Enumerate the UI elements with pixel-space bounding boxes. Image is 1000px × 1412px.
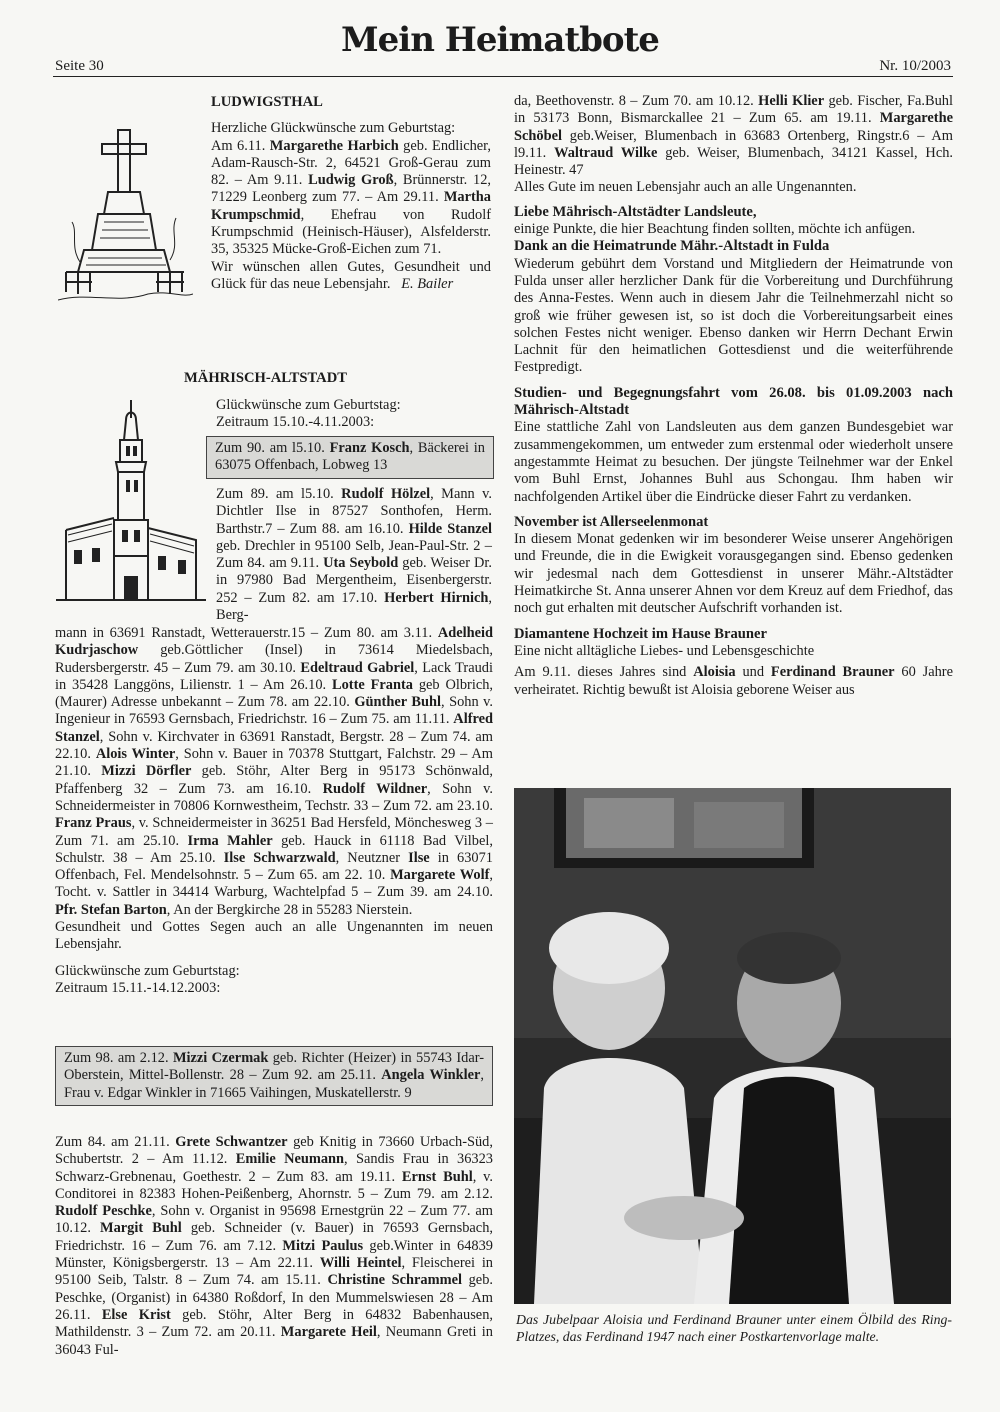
maehrisch-list-final: Zum 84. am 21.11. Grete Schwantzer geb Knitig in 73660 Urbach-Süd, Schubertstr. 2 – Am 11.12. Emilie Neumann, Sandis Frau in 36323 Schwarz-Grebnenau, Goethestr. 2 – Zum 83. am 19.11. Ernst Buhl, v. Conditorei in 82383 Hohen-Peißenberg, Ahornstr. 5 – Zum 79. am 2.12. Rudolf Peschke, Sohn v. Organist in 95698 Ernestgrün 22 – Zum 77. am 10.12. Margit Buhl geb. Schneider (v. Bauer) in 76593 Gernsbach, Friedrichstr. 16 – Zum 76. am 7.12. Mitzi Paulus geb.Winter in 64839 Münster, Königsbergerstr. 13 – Am 22.11. Willi Heintel, Fleischerei in 95100 Seib, Talstr. 8 – Zum 74. am 15.11. Christine Schrammel geb. Peschke, (Organist) in 64380 Roßdorf, In den Mummelswiesen 28 – Am 26.11. Else Krist geb. Stöhr, Alter Berg in 64832 Babenhausen, Mathildenstr. 3 – Zum 72. am 20.11. Margarete Heil, Neumann Greti in 36043 Ful- — [55, 1134, 494, 1358]
hochzeit-heading: Diamantene Hochzeit im Hause Brauner — [514, 625, 767, 642]
maehrisch-period-2: Zeitraum 15.11.-14.12.2003: — [55, 979, 221, 996]
maehrisch-title: MÄHRISCH-ALTSTADT — [184, 370, 347, 386]
fahrt-heading: Studien- und Begegnungsfahrt vom 26.08. bis 01.09.2003 nach Mährisch-Altstadt — [514, 384, 953, 419]
couple-photo — [514, 788, 951, 1304]
ludwigsthal-intro: Herzliche Glückwünsche zum Geburtstag: — [211, 120, 456, 137]
right-birthday-list: da, Beethovenstr. 8 – Zum 70. am 10.12. Helli Klier geb. Fischer, Fa.Buhl in 53173 Bonn, Bismarckallee 21 – Zum 65. am 19.11. Margarethe Schöbel geb.Weiser, Blumenbach in 63683 Ortenberg, Ringstr.6 – Am l9.11. Waltraud Wilke geb. Weiser, Blumenbach, 34121 Kassel, Hch. Heinestr. 47 — [514, 93, 954, 179]
maehrisch-list-narrow: Zum 89. am l5.10. Rudolf Hölzel, Mann v. Dichtler Ilse in 87527 Sonthofen, Herm. Barthstr.7 – Zum 88. am 16.10. Hilde Stanzel geb. Drechler in 95100 Selb, Jean-Paul-Str. 2 – Zum 84. am 9.11. Uta Seybold geb. Weiser Dr. in 97980 Bad Mergentheim, Eisenbergerstr. 252 – Zum 82. am 17.10. Herbert Hirnich, Berg- — [216, 486, 493, 624]
maehrisch-period-1: Zeitraum 15.10.-4.11.2003: — [216, 414, 375, 431]
hochzeit-body: Am 9.11. dieses Jahres sind Aloisia und Ferdinand Brauner 60 Jahre verheiratet. Richtig bewußt ist Aloisia geborene Weiser aus — [514, 664, 953, 698]
dank-heading: Dank an die Heimatrunde Mähr.-Altstadt in Fulda — [514, 238, 830, 255]
page-number: Seite 30 — [55, 58, 104, 74]
maehrisch-header — [184, 370, 494, 387]
november-heading: November ist Allerseelenmonat — [514, 513, 709, 530]
landsleute-heading: Liebe Mährisch-Altstädter Landsleute, — [514, 203, 757, 220]
hochzeit-subheading: Eine nicht alltägliche Liebes- und Lebensgeschichte — [514, 642, 815, 659]
issue-number: Nr. 10/2003 — [879, 58, 951, 74]
ludwigsthal-list: Am 6.11. Margarethe Harbich geb. Endlicher, Adam-Rausch-Str. 2, 64521 Groß-Gerau zum 82. – Am 9.11. Ludwig Groß, Brünnerstr. 12, 71229 Leonberg zum 77. – Am 29.11. Martha Krumpschmid, Ehefrau von Rudolf Krumpschmid (Heinisch-Häuser), Alsfelderstr. 35, 35325 Mücke-Groß-Eichen zum 71. — [211, 137, 491, 258]
maehrisch-intro-block — [216, 397, 494, 432]
dank-body: Wiederum gebührt dem Vorstand und Mitgliedern der Heimatrunde von Fulda unser aller herzlicher Dank für die Vorbereitung und Durchführung des Anna-Festes. Wenn auch in diesem Jahr die Teilnehmerzahl nicht so groß wie früher gewesen ist, so ist doch die Vorbereitungsarbeit eines solchen Festes nicht weniger. Ebenso danken wir Herrn Dechant Erwin Lachnit für den heimatlichen Gottesdienst und die weiterführende Festpredigt. — [514, 255, 953, 376]
church-illustration — [56, 400, 206, 610]
landsleute-body: einige Punkte, die hier Beachtung finden sollten, möchte ich anfügen. — [514, 221, 916, 238]
right-column — [514, 93, 953, 699]
ludwigsthal-wishes: Wir wünschen allen Gutes, Gesundheit und Glück für das neue Lebensjahr. E. Bailer — [211, 258, 491, 292]
header-rule — [53, 76, 953, 77]
november-body: In diesem Monat gedenken wir im besonderer Weise unserer Angehörigen und Freunde, die in die Ewigkeit vorausgegangen sind. Ebenso gedenken wir jedesmal nach dem Gottesdienst in unserer Mähr.-Altstädter Heimatkirche St. Anna unserer Ahnen vor dem Kreuz auf dem Friedhof, das noch gut erhalten mit deutscher Aufschrift vorhanden ist. — [514, 531, 953, 617]
photo-caption: Das Jubelpaar Aloisia und Ferdinand Brauner unter einem Ölbild des Ring-Platzes, das Ferdinand 1947 nach einer Postkartenvorlage malte. — [516, 1312, 952, 1344]
maehrisch-closing: Gesundheit und Gottes Segen auch an alle Ungenannten im neuen Lebensjahr. — [55, 919, 493, 953]
maehrisch-intro: Glückwünsche zum Geburtstag: — [216, 397, 401, 413]
maehrisch-intro-2: Glückwünsche zum Geburtstag: — [55, 962, 240, 979]
ludwigsthal-section — [211, 94, 491, 293]
ludwigsthal-signature: E. Bailer — [401, 275, 454, 292]
fahrt-body: Eine stattliche Zahl von Landsleuten aus dem ganzen Bundesgebiet war zusammengekommen, um entweder zum erstenmal oder wiederholt unsere angestammte Heimat zu besuchen. Der jüngste Teilnehmer war der Enkel vom Buhl Ernst, Johannes Buhl aus Schongau. Ihm haben wir nachfolgenden Artikel über die Eindrücke dieser Fahrt zu verdanken. — [514, 419, 953, 505]
ludwigsthal-title: LUDWIGSTHAL — [211, 94, 323, 110]
masthead-title: Mein Heimatbote — [341, 20, 659, 60]
highlight-box-czermak: Zum 98. am 2.12. Mizzi Czermak geb. Richter (Heizer) in 55743 Idar-Oberstein, Mittel-Bollenstr. 28 – Zum 92. am 25.11. Angela Winkler, Frau v. Edgar Winkler in 71665 Vaihingen, Muskatellerstr. 9 — [55, 1046, 493, 1106]
couple-photo-image — [514, 788, 951, 1304]
highlight-box-kosch: Zum 90. am l5.10. Franz Kosch, Bäckerei in 63075 Offenbach, Lobweg 13 — [206, 436, 494, 479]
maehrisch-list-wide: mann in 63691 Ranstadt, Wetterauerstr.15 – Zum 80. am 3.11. Adelheid Kudrjaschow geb.Göttlicher (Insel) in 73614 Miedelsbach, Rudersbergerstr. 45 – Zum 79. am 30.10. Edeltraud Gabriel, Lack Traudi in 35428 Langgöns, Lilienstr. 1 – Am 26.10. Lotte Franta geb Olbrich, (Maurer) Adresse unbekannt – Zum 78. am 22.10. Günther Buhl, Sohn v. Ingenieur in 76593 Gernsbach, Friedrichstr. 16 – Zum 75. am 11.11. Alfred Stanzel, Sohn v. Kirchvater in 63691 Ranstadt, Bergstr. 28 – Zum 74. am 22.10. Alois Winter, Sohn v. Bauer in 70378 Stuttgart, Falchstr. 29 – Am 21.10. Mizzi Dörfler geb. Stöhr, Alter Berg in 95173 Schönwald, Pfaffenberg 32 – Zum 73. am 16.10. Rudolf Wildner, Sohn v. Schneidermeister in 70806 Kornwestheim, Techstr. 33 – Zum 72. am 23.10. Franz Praus, v. Schneidermeister in 36251 Bad Hersfeld, Mönchesweg 3 – Zum 71. am 25.10. Irma Mahler geb. Hauck in 61118 Bad Vilbel, Schulstr. 38 – Am 25.10. Ilse Schwarzwald, Neutzner Ilse in 63071 Offenbach, Fel. Mendelsohnstr. 5 – Zum 65. am 22. 10. Margarete Wolf, Tocht. v. Sattler in 34414 Warburg, Wachtelpfad 5 – Zum 39. am 24.10. Pfr. Stefan Barton, An der Bergkirche 28 in 55283 Nierstein. Gesundheit und Gottes Segen auch an alle Ungenannten im neuen Lebensjahr. Glückwünsche zum Geburtstag: Zeitraum 15.11.-14.12.2003: — [55, 625, 494, 996]
wayside-cross-illustration — [58, 122, 193, 308]
right-alles-gute: Alles Gute im neuen Lebensjahr auch an alle Ungenannten. — [514, 179, 857, 196]
